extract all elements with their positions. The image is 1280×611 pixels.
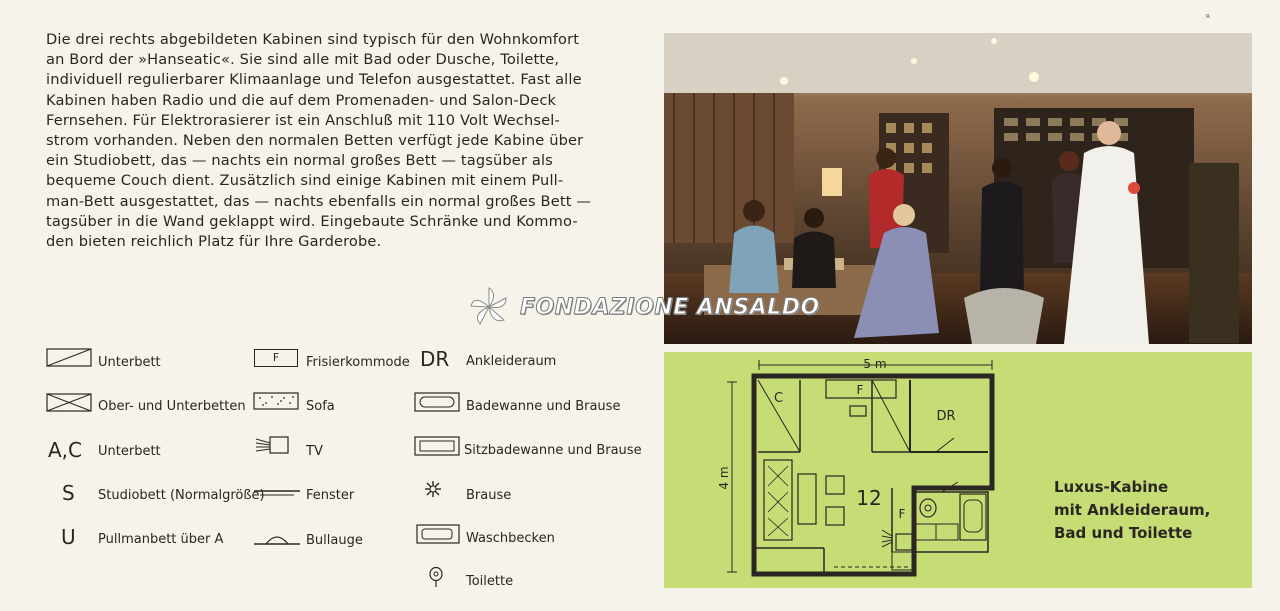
plan-label-f-bath: F bbox=[898, 507, 906, 521]
sitz-bath-symbol-icon bbox=[414, 436, 460, 456]
bathtub-symbol-icon bbox=[414, 392, 460, 412]
plan-caption-line: Luxus-Kabine bbox=[1054, 478, 1169, 496]
vanity-symbol-icon bbox=[254, 349, 298, 367]
washbasin-symbol-icon bbox=[416, 524, 460, 546]
intro-line: Kabinen haben Radio und die auf dem Promenaden- und Salon-Deck bbox=[46, 91, 557, 109]
plan-caption bbox=[1054, 476, 1210, 545]
legend-symbol: F bbox=[272, 351, 280, 364]
legend-symbol: U bbox=[61, 525, 76, 549]
legend-label: Ober- und Unterbetten bbox=[98, 399, 246, 414]
plan-label-f-top: F bbox=[856, 383, 864, 397]
porthole-symbol-icon bbox=[254, 532, 300, 546]
legend-label: Unterbett bbox=[98, 355, 161, 370]
plan-cabin-number: 12 bbox=[856, 486, 882, 510]
legend-label: Sofa bbox=[306, 399, 335, 414]
window-symbol-icon bbox=[254, 487, 300, 497]
shower-symbol-icon bbox=[424, 480, 442, 498]
intro-line: individuell regulierbarer Klimaanlage und Telefon ausgestattet. Fast alle bbox=[46, 71, 582, 89]
tv-symbol-icon bbox=[254, 435, 294, 457]
plan-depth-label: 4 m bbox=[717, 466, 731, 490]
intro-line: ein Studiobett, das — nachts ein normal großes Bett — tagsüber als bbox=[46, 152, 553, 170]
legend-symbol: S bbox=[62, 481, 75, 505]
plan-label-c: C bbox=[774, 391, 784, 406]
plan-caption-line: mit Ankleideraum, bbox=[1054, 501, 1211, 519]
bunk-bed-symbol-icon bbox=[46, 393, 92, 413]
legend-label: Pullmanbett über A bbox=[98, 532, 224, 547]
floor-plan-panel bbox=[664, 352, 1252, 588]
ansaldo-logo-icon bbox=[468, 286, 510, 328]
legend-label: Waschbecken bbox=[466, 531, 555, 546]
legend-label: Badewanne und Brause bbox=[466, 399, 621, 414]
intro-line: Die drei rechts abgebildeten Kabinen sind typisch für den Wohnkomfort bbox=[46, 31, 580, 48]
plan-caption-line: Bad und Toilette bbox=[1054, 524, 1193, 542]
legend-label: Studiobett (Normalgröße) bbox=[98, 488, 265, 503]
legend-symbol: A,C bbox=[48, 438, 83, 462]
cabin-floor-plan bbox=[664, 352, 1252, 588]
intro-line: tagsüber in die Wand geklappt wird. Eingebaute Schränke und Kommo- bbox=[46, 212, 578, 230]
legend-label: Ankleideraum bbox=[466, 354, 557, 369]
intro-line: bequeme Couch dient. Zusätzlich sind einige Kabinen mit einem Pull- bbox=[46, 172, 564, 190]
intro-line: an Bord der »Hanseatic«. Sie sind alle mit Bad oder Dusche, Toilette, bbox=[46, 51, 560, 69]
legend-label: Unterbett bbox=[98, 444, 161, 459]
intro-paragraph bbox=[46, 30, 636, 252]
legend-label: Fenster bbox=[306, 488, 355, 503]
legend-label: TV bbox=[306, 444, 323, 459]
plan-width-label: 5 m bbox=[863, 357, 887, 371]
plan-label-dr: DR bbox=[936, 409, 956, 424]
intro-line: strom vorhanden. Neben den normalen Betten verfügt jede Kabine über bbox=[46, 132, 584, 150]
sofa-symbol-icon bbox=[253, 392, 299, 412]
legend-label: Frisierkommode bbox=[306, 355, 410, 370]
intro-line: man-Bett ausgestattet, das — nachts ebenfalls ein normal großes Bett — bbox=[46, 192, 592, 210]
intro-line: den bieten reichlich Platz für Ihre Garderobe. bbox=[46, 233, 382, 251]
watermark-text: FONDAZIONE ANSALDO bbox=[520, 294, 820, 320]
legend-label: Bullauge bbox=[306, 533, 363, 548]
legend-symbol: DR bbox=[420, 347, 450, 371]
toilet-symbol-icon bbox=[428, 566, 444, 588]
corner-mark: ᴿ bbox=[1206, 14, 1210, 24]
legend-label: Brause bbox=[466, 488, 512, 503]
legend-label: Toilette bbox=[466, 574, 514, 589]
lower-bed-symbol-icon bbox=[46, 348, 92, 368]
intro-line: Fernsehen. Für Elektrorasierer ist ein Anschluß mit 110 Volt Wechsel- bbox=[46, 111, 560, 129]
watermark bbox=[468, 285, 820, 329]
legend-label: Sitzbadewanne und Brause bbox=[464, 443, 642, 458]
